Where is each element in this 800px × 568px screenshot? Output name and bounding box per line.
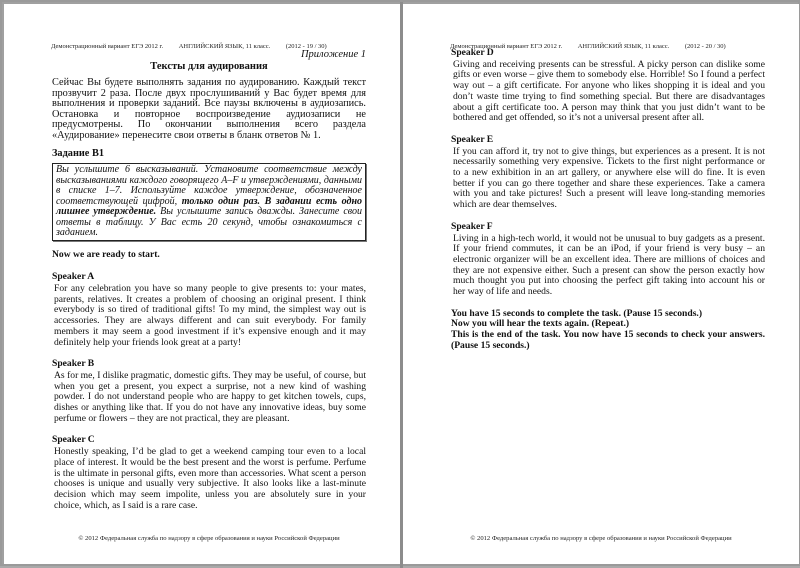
header-variant: Демонстрационный вариант ЕГЭ 2012 г. [450, 43, 563, 50]
speaker-text: For any celebration you have so many people to give presents to: your mates, parents, relatives. It creates a problem of choosing an original present. I think everybody is so tired of traditional gifts! To my mind, the simplest way out is accessories. They are always different and can suit everybody. For family members it may seem a good investment if it’s expensive enough and it may definitely help your friends look great at a party! [54, 283, 366, 348]
speaker-name: Speaker A [52, 271, 95, 283]
task-label: Задание В1 [52, 148, 104, 160]
page-20 [403, 4, 799, 564]
closing-line: You have 15 seconds to complete the task. (Pause 15 seconds.) [451, 307, 703, 319]
speaker-block-e [451, 135, 765, 211]
speaker-name: Speaker F [451, 220, 493, 232]
speaker-name: Speaker E [451, 133, 494, 145]
task-text-1: Вы услышите 6 высказываний. Установите соответствие между высказываниями каждого говорящего A–F и утверждениями, данными в списке 1–7. Используйте каждое утверждение, обозначенное соответствующей цифрой, [56, 164, 362, 207]
header-page-ref: (2012 - 19 / 30) [285, 43, 327, 50]
speaker-block-f [451, 222, 765, 298]
speaker-name: Speaker D [451, 47, 494, 58]
speaker-text: Living in a high-tech world, it would not be unusual to buy gadgets as a present. If your friend commutes, it can be an iPod, if your friend is very busy – an electronic organizer will be an excellent idea. There are millions of choices and they are not expensive either. Such a present can show the person exactly how much thought you put into choosing the perfect gift taking into account his or her way of life and needs. [453, 232, 765, 298]
closing-instructions [451, 309, 765, 352]
page-footer: © 2012 Федеральная служба по надзору в сфере образования и науки Российской Федерации [78, 535, 340, 542]
closing-line: Now you will hear the texts again. (Repeat.) [451, 318, 630, 330]
speaker-text: As for me, I dislike pragmatic, domestic gifts. They may be useful, of course, but when you get a present, you expect a surprise, not a new kind of washing powder. I do not understand people who are happy to get kitchen towels, cups, dishes or anything like that. If you do not have any innovative ideas, buy some perfume or flowers – they are not practical, they are pleasant. [54, 369, 366, 424]
header-variant: Демонстрационный вариант ЕГЭ 2012 г. [51, 43, 164, 50]
speaker-block-c [52, 435, 366, 511]
speaker-block-b [52, 359, 366, 424]
speaker-text: Honestly speaking, I’d be glad to get a weekend camping tour even to a local place of interest. It would be the best present and the worst is perfume. Perfume is the ultimate in personal gifts, even more than accessories. What scent a person chooses is unique and usually very subjective. It also looks like a last-minute decision which may seem impolite, unless you are absolutely sure in your choice, which, as I said is a rare case. [54, 446, 366, 511]
page-19 [4, 4, 400, 564]
appendix-label: Приложение 1 [300, 49, 366, 60]
page-footer: © 2012 Федеральная служба по надзору в сфере образования и науки Российской Федерации [470, 535, 732, 542]
intro-paragraph: Сейчас Вы будете выполнять задания по аудированию. Каждый текст прозвучит 2 раза. После двух прослушиваний у Вас будет время для выполнения и проверки заданий. Все паузы включены в аудиозапись. Остановка и повторное воспроизведение аудиозаписи не предусмотрены. По окончании выполнения всего раздела «Аудирование» перенесите свои ответы в бланк ответов № 1. [52, 77, 366, 141]
section-title: Тексты для аудирования [150, 60, 268, 72]
speaker-name: Speaker C [52, 434, 95, 446]
speaker-text: If you can afford it, try not to give things, but experiences as a present. It is not necessarily something very expensive. Tickets to the first night performance or to a new exhibition in an art gallery, or anywhere else will do fine. It is even better if you can go there together and share these experiences. Take a camera with you and take pictures! Such a present will leave long-standing memories which are dear themselves. [453, 145, 765, 211]
task-text-2: Вы услышите запись дважды. Занесите свои ответы в таблицу. У Вас есть 20 секунд, чтобы ознакомиться с заданием. [56, 206, 362, 239]
closing-line: This is the end of the task. You now have 15 seconds to check your answers. (Pause 15 seconds.) [451, 329, 765, 351]
page-content [52, 50, 366, 522]
header-page-ref: (2012 - 20 / 30) [684, 43, 726, 50]
speaker-name: Speaker B [52, 358, 95, 370]
ready-to-start: Now we are ready to start. [52, 248, 160, 260]
speaker-text: Giving and receiving presents can be stressful. A picky person can dislike some gifts or even worse – give them to somebody else. Horrible! So I found a perfect way out – a gift certificate. For anyone who likes shopping it is ideal and you don’t waste time trying to find something special. But there are disadvantages about a gift certificate too. A person may think that you just didn’t want to be bothered and get offended, so it’s not a universal present after all. [453, 58, 765, 124]
speaker-block-a [52, 272, 366, 348]
header-subject: АНГЛИЙСКИЙ ЯЗЫК, 11 класс. [577, 43, 670, 50]
speaker-block-d [451, 48, 765, 124]
task-text-bold: только один раз. В задании есть одно лишнее утверждение. [56, 195, 363, 218]
header-subject: АНГЛИЙСКИЙ ЯЗЫК, 11 класс. [178, 43, 271, 50]
task-instructions-box [52, 163, 366, 241]
page-content [451, 48, 765, 352]
